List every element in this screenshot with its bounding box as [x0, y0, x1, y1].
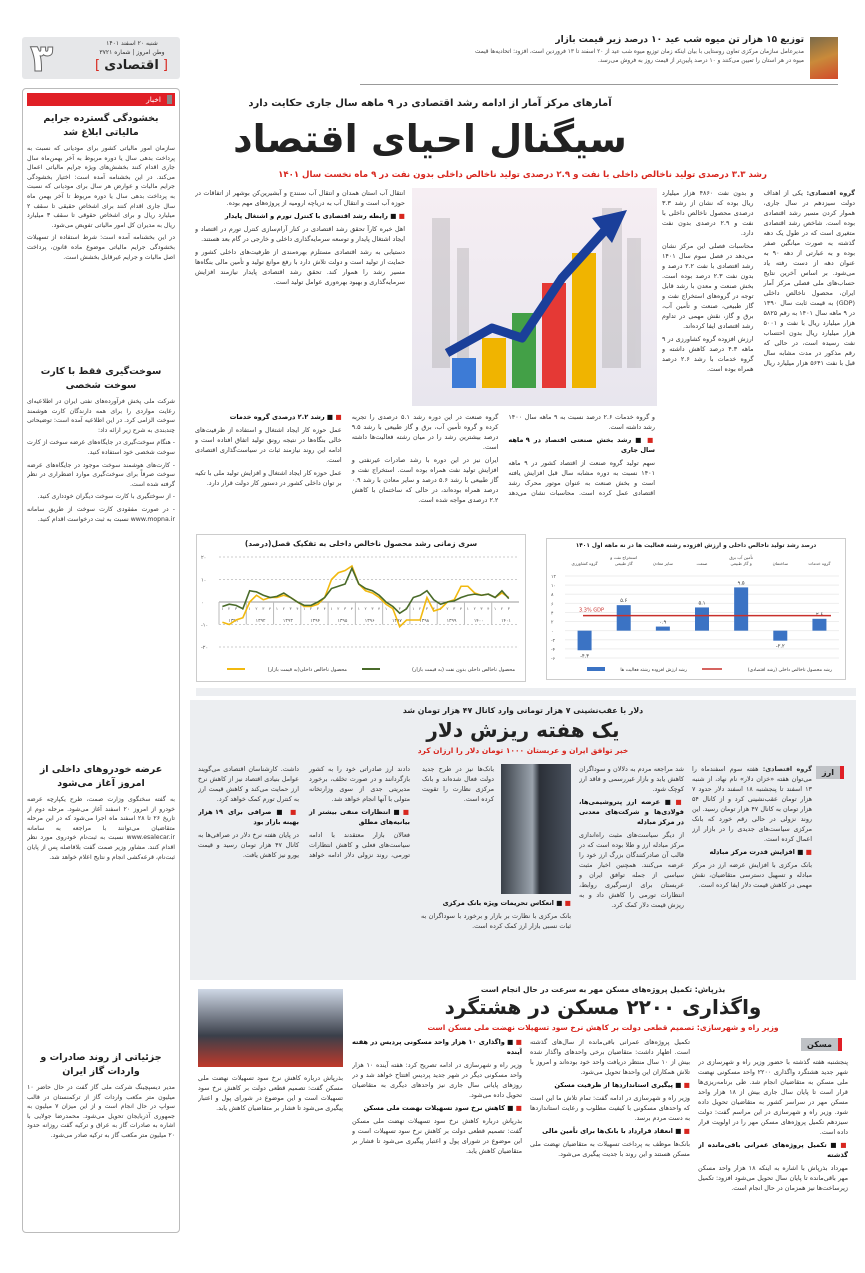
bar	[578, 631, 592, 651]
news-paragraph: - هنگام سوخت‌گیری در جایگاه‌های عرضه سوخت از کارت سوخت شخصی خود استفاده کنید.	[27, 439, 175, 456]
year-label: ۱۴۰۰	[473, 619, 484, 624]
gdp-label: 3.3% GDP	[579, 607, 605, 614]
news-item-body	[27, 795, 175, 1045]
housing-text-1: پنجشنبه هفته گذشته با حضور وزیر راه و شهرسازی در شهر جدید هشتگرد واگذاری ۲۲۰۰ واحد مسکونی نهضت ملی مسکن به متقاضیان انجام شد. طی برنامه‌ریزی‌ها قرار است تا پایان سال جاری بیش از ۱۸ هزار واحد مسکن مهر در سراسر کشور به متقاضیان تحویل داده شود. وزیر راه و شهرسازی در این مراسم گفت: دولت سیزدهم تکمیل پروژه‌های مسکن مهر را در اولویت قرار داده است. ■ ■ تکمیل پروژه‌های عمرانی باقی‌مانده از گذشته مهرداد بذرپاش با اشاره به اینکه ۱۸ هزار واحد مسکن مهر باقی‌مانده تا پایان سال تحویل می‌شود افزود: تکمیل زیرساخت‌ها نیز همزمان در حال انجام است.	[698, 1037, 848, 1232]
legend-swatch	[587, 667, 605, 671]
legend-label: محصول ناخالص داخلی(به قیمت بازار)	[267, 667, 347, 673]
y-tick-label: ۱۰	[201, 577, 207, 584]
quarter-label: ۳	[371, 605, 374, 611]
teaser-title: توزیع ۱۵ هزار تن میوه شب عید ۱۰ درصد زیر قیمت بازار	[555, 35, 804, 45]
quarter-label: ۱	[330, 605, 333, 611]
main-subtitle: رشد ۳.۳ درصدی تولید ناخالص داخلی با نفت و ۲.۹ درصدی تولید ناخالص داخلی بدون نفت در ۹ ماه نخست سال ۱۴۰۱	[278, 170, 767, 180]
quarter-label: ۴	[378, 605, 381, 611]
dollar-subtitle: خبر توافق ایران و عربستان ۱۰۰۰ تومان دلار را ارزان کرد	[417, 746, 629, 755]
main-kicker: آمارهای مرکز آمار از ادامه رشد اقتصادی در ۹ ماهه سال جاری حکایت دارد	[248, 98, 612, 109]
bar-value-label: -۲.۲	[775, 643, 785, 650]
quarter-label: ۱	[357, 605, 360, 611]
news-paragraph: شرکت ملی پخش فرآورده‌های نفتی ایران در اطلاعیه‌ای رعایت مواردی را برای همه دارندگان کارت هوشمند سوخت الزامی کرد. در این اطلاعیه آمده است: توضیحاتی چندبندی به شرح زیر ارائه داد:	[27, 398, 175, 434]
category-label: سایر معادن	[652, 561, 673, 566]
sector-growth-bar-chart	[546, 538, 846, 680]
news-item-body	[27, 1083, 175, 1273]
y-tick-label: ۸	[551, 593, 554, 599]
main-text-right: گروه اقتصادی: یکی از اهداف دولت سیزدهم در سال جاری، هموار کردن مسیر رشد اقتصادی بوده است. شاخص رشد اقتصادی متغیری است که در طول یک دهه گذشته به صورت میانگین صفر بوده و به عبارتی از دهه ۹۰ به عنوان دهه از دست رفته یاد می‌شود. بر اساس آخرین نتایج حساب‌های ملی فصلی مرکز آمار ایران، محصول ناخالص داخلی (GDP) به قیمت ثابت سال ۱۳۹۰ در ۹ ماهه سال ۱۴۰۱ به رقم ۵۸۲۵ هزار میلیارد ریال با نفت و ۵۰۰۱ هزار میلیارد ریال بدون احتساب نفت رسیده است، در حالی که رقم مذکور در مدت مشابه سال قبل با نفت ۵۶۴۱ هزار میلیارد ریال و بدون نفت ۴۸۶۰ هزار میلیارد ریال بوده که نشان از رشد ۳.۳ درصدی محصول ناخالص داخلی با نفت و ۲.۹ درصدی بدون نفت دارد. محاسبات فصلی این مرکز نشان می‌دهد در فصل سوم سال ۱۴۰۱ رشد اقتصادی با نفت ۲.۲ درصد و بدون نفت ۲.۳ درصد بوده است. بخش صنعت و معدن با رشد قابل توجه در گروه‌های استخراج نفت و گاز طبیعی، صنعت و تأمین آب، برق و گاز، نقش مهمی در تداوم رشد اقتصادی ایفا کرده‌اند. ارزش افزوده گروه کشاورزی در ۹ ماهه ۴.۳ درصد کاهش داشته و گروه خدمات با رشد ۲.۶ درصد همراه بوده است.	[662, 189, 855, 373]
quarter-label: ۴	[405, 605, 408, 611]
housing-headline[interactable]: واگذاری ۲۲۰۰ مسکن در هشتگرد	[444, 995, 762, 1019]
bar	[617, 605, 631, 631]
quarter-label: ۱	[494, 605, 497, 611]
category-label: ساختمان	[772, 561, 788, 566]
legend-label: محصول ناخالص داخلی بدون نفت (به قیمت بازار)	[411, 667, 515, 673]
line-chart-title: سری زمانی رشد محصول ناخالص داخلی به تفکیک فصل(درصد)	[244, 539, 478, 548]
page-number: ۳	[30, 36, 54, 80]
dollar-text-3: ■ ■ انعکاس تحریمات ویژه بانک مرکزی بانک مرکزی با نظارت بر بازار و برخورد با سوداگران به ثبات نسبی بازار ارز کمک کرده است.	[421, 898, 571, 976]
year-label: ۱۳۹۳	[282, 619, 293, 624]
y-tick-label: ۶	[551, 602, 554, 608]
news-paragraph: - در صورت مفقودی کارت سوخت از طریق سامانه www.mopna.ir نسبت به ثبت درخواست اقدام کنید.	[27, 505, 175, 523]
housing-text-4: بذرپاش درباره کاهش نرخ سود تسهیلات نهضت ملی مسکن گفت: تصمیم قطعی دولت بر کاهش نرخ سود تسهیلات است و این موضوع در شورای پول و اعتبار پیگیری می‌شود تا فشار بر متقاضیان کاهش یابد.	[198, 1074, 343, 1112]
housing-kicker: بذرپاش: تکمیل پروژه‌های مسکن مهر به سرعت در حال انجام است	[480, 985, 726, 994]
quarter-label: ۳	[316, 605, 319, 611]
quarter-label: ۲	[364, 605, 367, 611]
news-item-body	[27, 397, 175, 757]
quarter-label: ۱	[275, 605, 279, 611]
news-paragraph: - کارت‌های هوشمند سوخت موجود در جایگاه‌های عرضه سوخت صرفاً برای سوخت‌گیری موارد اضطراری در نظر گرفته شده است.	[27, 461, 175, 488]
bar-value-label: ۵.۱	[698, 600, 706, 607]
issue-date: شنبه ۲۰ اسفند ۱۴۰۱	[106, 40, 158, 47]
quarter-label: ۳	[425, 605, 429, 611]
quarter-label: ۲	[228, 605, 231, 611]
housing-article	[190, 985, 856, 1235]
news-item-body	[27, 144, 175, 359]
year-label: ۱۳۹۹	[446, 619, 457, 624]
quarter-label: ۲	[473, 605, 476, 611]
dollar-text-1: گروه اقتصادی: هفته سوم اسفندماه را می‌توان هفته «خزان دلار» نام نهاد، از شنبه ۱۳ اسفند تا پنجشنبه ۱۸ اسفند دلار حدود ۷ هزار تومان عقب‌نشینی کرد و از کانال ۵۴ هزار تومان به کانال ۴۷ هزار تومان رسید. این روند نزولی در حالی رقم خورد که بانک مرکزی سیاست‌های جدیدی را در بازار ارز اعمال کرده است. ■ ■ افزایش قدرت مرکز مبادله بانک مرکزی با افزایش عرضه ارز در مرکز مبادله و تسهیل دسترسی متقاضیان، نقش مهمی در کاهش قیمت دلار ایفا کرده است.	[692, 764, 812, 976]
main-text-row2: و گروه خدمات ۲.۶ درصد نسبت به ۹ ماهه سال ۱۴۰۰ رشد داشته است. ■ ■ رشد بخش صنعتی اقتصاد در ۹ ماهه سال جاری سهم تولید گروه صنعت از اقتصاد کشور در ۹ ماهه ۱۴۰۱ نسبت به دوره مشابه سال قبل افزایش یافته است و بخش صنعت به عنوان موتور محرک رشد اقتصادی عمل کرده است. محاسبات نشان می‌دهد گروه صنعت در این دوره رشد ۵.۱ درصدی را تجربه کرده و گروه تأمین آب، برق و گاز طبیعی با رشد ۹.۵ درصد بیشترین رشد را در میان رشته فعالیت‌ها داشته است. ایران نیز در این دوره با رشد صادرات غیرنفتی و افزایش تولید نفت همراه بوده است. استخراج نفت و گاز طبیعی با رشد ۵.۶ درصد و سایر معادن با رشد ۰.۹ درصد همراه بوده‌اند، در حالی که ساختمان با کاهش ۲.۲ درصدی مواجه شده است. ■ ■ رشد ۲.۲ درصدی گروه خدمات عمل حوزه کار ایجاد اشتغال و استفاده از ظرفیت‌های خالی بنگاه‌ها در نتیجه رونق تولید اتفاق افتاده است و ادامه این روند نیازمند ثبات در سیاست‌گذاری اقتصادی است. عمل حوزه کار ایجاد اشتغال و افزایش تولید ملی با تکیه بر توان داخلی کشور در دستور کار دولت قرار دارد.	[195, 412, 655, 528]
news-item-title[interactable]: سوخت‌گیری فقط با کارت سوخت شخصی	[40, 366, 162, 391]
quarter-label: ۲	[337, 605, 340, 611]
section-name: [ اقتصادی ]	[95, 58, 168, 73]
y-tick-label: -۶	[551, 657, 556, 662]
dollar-kicker: دلار با عقب‌نشینی ۷ هزار تومانی وارد کانال ۴۷ هزار تومان شد	[402, 706, 644, 715]
quarter-label: ۳	[344, 605, 347, 611]
quarter-label: ۴	[432, 605, 435, 611]
bar-value-label: -۴.۳	[580, 653, 589, 660]
teaser-news[interactable]	[360, 35, 838, 85]
category-label: استخراج نفت و گاز طبیعی	[610, 555, 638, 566]
quarter-label: ۱	[303, 605, 306, 611]
y-tick-label: ۱۲	[551, 575, 556, 580]
quarter-label: ۱	[439, 605, 442, 611]
quarter-label: ۱	[466, 605, 469, 611]
news-sidebar	[22, 88, 180, 1233]
y-tick-label: -۲۰	[201, 645, 209, 651]
dollar-text-2: شد مراجعه مردم به دلالان و سوداگران کاهش یابد و بازار غیررسمی و فاقد ارز کوچک شود. ■ ■ عرضه ارز پتروشیمی‌ها، فولادی‌ها و شرکت‌های معدنی در مرکز مبادله از دیگر سیاست‌های مثبت راه‌اندازی مرکز مبادله ارز و طلا بوده است که در قالب آن صادرکنندگان بزرگ ارز خود را عرضه می‌کنند. همچنین اخبار مثبت سیاسی از جمله توافق ایران و عربستان برای ازسرگیری روابط، انتظارات تورمی را کاهش داد و به ریزش قیمت دلار کمک کرد.	[579, 764, 684, 976]
dollar-text-4: دادند ارز صادراتی خود را به کشور بازگردانند و در صورت تخلف، برخورد مدیریتی جدی از سوی وزارتخانه متولی با آنها انجام خواهد شد. ■ ■ انتظارات منفی بیشتر از بیانیه‌های مطلق فعالان بازار معتقدند با ادامه سیاست‌های فعلی و کاهش انتظارات تورمی، روند نزولی دلار ادامه خواهد داشت. کارشناسان اقتصادی می‌گویند عوامل بنیادی اقتصاد نیز از کاهش نرخ ارز حمایت می‌کند و کاهش قیمت ارز به کنترل تورم کمک خواهد کرد. ■ ■ صرافی برای ۱۹ هزار بهینه بازار بود در پایان هفته نرخ دلار در صرافی‌ها به کانال ۴۷ هزار تومان رسید و قیمت یورو نیز کاهش یافت.	[198, 764, 410, 976]
y-tick-label: ۰	[201, 600, 204, 606]
issue-number: وطن امروز | شماره ۳۷۲۱	[99, 49, 165, 56]
year-label: ۱۳۹۴	[310, 619, 321, 624]
economy-growth-illustration	[412, 188, 657, 406]
fruit-photo	[810, 37, 838, 79]
news-paragraph: سازمان امور مالیاتی کشور برای مودیانی که نسبت به پرداخت بدهی سال یا دوره مربوط به آخر بهمن‌ماه سال جاری اقدام کنند بخشش‌های ویژه جرایم مالیاتی اعمال می‌کند. در این بخشنامه آمده است: اختیار بخشودگی جرایم مالیات و عوارض هر سال برای مودیانی که نسبت به پرداخت بدهی سال یا دوره مربوط تا آخر بهمن ماه سال جاری اقدام کنند برای اشخاص حقیقی تا سقف ۲ میلیارد ریال و برای اشخاص حقوقی تا سقف ۳ میلیارد ریال به مدیران کل امور مالیاتی تفویض می‌شود.	[27, 145, 175, 229]
year-label: ۱۳۹۲	[255, 619, 266, 624]
masthead	[22, 37, 180, 79]
y-tick-label: ۰	[551, 629, 554, 635]
quarter-label: ۴	[296, 605, 299, 611]
divider	[196, 688, 856, 696]
bar	[695, 607, 709, 630]
news-paragraph: مدیر دیسپچینگ شرکت ملی گاز گفت در حال حاضر ۱۰ میلیون متر مکعب واردات گاز از ترکمنستان در قالب سواپ در حال انجام است و از این میزان ۷ میلیون به جمهوری آذربایجان تحویل می‌شود. محمدرضا جولایی با اشاره به صادرات گاز به عراق و ترکیه گفت روزانه حدود ۲۰ میلیون متر مکعب گاز به ترکیه صادر می‌شود.	[27, 1084, 175, 1139]
quarter-label: ۳	[289, 605, 292, 611]
year-label: ۱۳۹۱	[228, 619, 239, 624]
quarter-label: ۳	[262, 605, 265, 611]
legend-label: رشد محصول ناخالص داخلی (رشد اقتصادی)	[747, 668, 832, 673]
news-item-title[interactable]: عرضه خودروهای داخلی از امروز آغاز می‌شود	[39, 764, 163, 789]
news-header: اخبار	[27, 93, 175, 106]
gdp-quarterly-line-chart	[196, 534, 526, 682]
bar	[773, 631, 787, 641]
y-tick-label: -۴	[551, 647, 556, 653]
quarter-label: ۴	[323, 605, 326, 611]
quarter-label: ۲	[282, 605, 285, 611]
dollar-text-3b: بانک‌ها نیز در طرح جدید دولت فعال شده‌اند و بانک مرکزی نظارت را تقویت کرده است.	[422, 765, 494, 803]
quarter-label: ۲	[446, 605, 449, 611]
teaser-body: مدیرعامل سازمان مرکزی تعاون روستایی با بیان اینکه زمان توزیع میوه شب عید از ۲۰ اسفند تا ۱۳ فروردین است، افزود: اتحادیه‌ها قیمت میوه در هر استان را تعیین می‌کنند و ۱۰ درصد پایین‌تر از قیمت روز به فروش می‌رسد.	[475, 49, 804, 64]
quarter-label: ۴	[487, 605, 490, 611]
quarter-label: ۳	[234, 605, 238, 611]
quarter-label: ۱	[384, 605, 388, 611]
quarter-label: ۳	[453, 605, 456, 611]
y-tick-label: -۲	[551, 638, 556, 644]
year-label: ۱۴۰۱	[501, 619, 511, 624]
main-text-left: انتقال آب استان همدان و انتقال آب سنندج و آبشیرین‌کن بوشهر از اتفاقات در حوزه آب است و انتقال آب به دریاچه ارومیه از پروژه‌های مهم بوده. ■ ■ رابطه رشد اقتصادی با کنترل تورم و اشتغال پایدار اهل خبره کارآ تحقق رشد اقتصادی در کنار آرام‌سازی کنترل تورم در اقتصاد و ایجاد اشتغال پایدار و توسعه سرمایه‌گذاری داخلی و خارجی در گام بعد هستند. دستیابی به رشد اقتصادی مستلزم بهره‌مندی از ظرفیت‌های داخلی کشور و حمایت از تولید است و دولت تلاش دارد با رفع موانع تولید و تأمین مالی بنگاه‌ها مسیر رشد را هموار کند. تحقق رشد اقتصادی پایدار نیازمند افزایش سرمایه‌گذاری و بهبود بهره‌وری عوامل تولید است.	[195, 188, 405, 410]
year-label: ۱۳۹۵	[337, 619, 348, 624]
bar-value-label: ۰.۹	[659, 619, 667, 626]
quarter-label: ۲	[255, 605, 258, 611]
housing-text-2: تکمیل پروژه‌های عمرانی باقی‌مانده از سال‌های گذشته است. اظهار داشت: متقاضیان برخی واحدهای واگذار شده بیش از ۱۰ سال منتظر دریافت واحد خود بوده‌اند و امروز با تلاش همکاران این واحدها تحویل می‌شود. ■ ■ پیگیری استانداردها از ظرفیت مسکن وزیر راه و شهرسازی در ادامه گفت: تمام تلاش ما این است که واحدهای مسکونی با کیفیت مطلوب و رعایت استانداردها به دست مردم برسد. ■ ■ انعقاد قرارداد با بانک‌ها برای تأمین مالی بانک‌ها موظف به پرداخت تسهیلات به متقاضیان نهضت ملی مسکن هستند و این روند با جدیت پیگیری می‌شود.	[530, 1037, 690, 1232]
legend-label: رشد ارزش افزوده رشته فعالیت ها	[620, 668, 687, 673]
bar-value-label: ۹.۵	[737, 580, 745, 587]
year-label: ۱۳۹۷	[392, 619, 402, 624]
quarter-label: ۱	[248, 605, 251, 611]
category-label: گروه خدمات	[808, 561, 831, 566]
news-item-title[interactable]: جزئیاتی از روند صادرات و واردات گاز ایران	[40, 1052, 162, 1077]
quarter-label: ۲	[391, 605, 394, 611]
currency-exchange-photo	[501, 764, 571, 894]
minister-press-photo	[198, 989, 343, 1067]
section-tag-currency: ارز	[816, 766, 844, 779]
quarter-label: ۲	[500, 605, 504, 611]
quarter-label: ۳	[480, 605, 483, 611]
quarter-label: ۳	[398, 605, 401, 611]
bar	[812, 619, 826, 631]
dollar-article	[190, 700, 856, 980]
bar	[656, 627, 670, 631]
year-label: ۱۳۹۶	[364, 619, 375, 624]
y-tick-label: -۱۰	[201, 622, 209, 629]
main-headline[interactable]: سیگنال احیای اقتصاد	[233, 117, 627, 161]
news-item-title[interactable]: بخشودگی گسترده جرایم مالیاتی ابلاغ شد	[43, 113, 159, 138]
category-label: تأمین آب برق و گاز طبیعی	[729, 555, 753, 566]
news-paragraph: - از سوختگیری با کارت سوخت دیگران خودداری کنید.	[37, 493, 175, 501]
quarter-label: ۲	[309, 605, 313, 611]
category-label: صنعت	[696, 561, 708, 566]
dollar-headline[interactable]: یک هفته ریزش دلار	[426, 718, 620, 742]
bar	[734, 587, 748, 630]
y-tick-label: ۲	[551, 620, 554, 626]
news-paragraph: در این بخشنامه آمده است: شرط استفاده از تسهیلات بخشودگی جرایم مالیاتی موضوع ماده قانون، پرداخت اصل مالیات و جرایم غیرقابل بخشش است.	[27, 234, 175, 261]
bar-value-label: ۵.۶	[620, 598, 628, 605]
y-tick-label: ۴	[551, 611, 554, 617]
housing-subtitle: وزیر راه و شهرسازی: تصمیم قطعی دولت بر کاهش نرخ سود تسهیلات نهضت ملی مسکن است	[427, 1023, 779, 1032]
quarter-label: ۳	[507, 605, 510, 611]
quarter-label: ۱	[221, 605, 224, 611]
quarter-label: ۲	[419, 605, 422, 611]
bar-chart-title: درصد رشد تولید ناخالص داخلی و ارزش افزوده رشته فعالیت ها در نه ماهه اول ۱۴۰۱	[575, 543, 817, 549]
y-tick-label: ۱۰	[551, 584, 556, 590]
quarter-label: ۴	[241, 605, 244, 611]
quarter-label: ۴	[350, 605, 354, 611]
section-tag-housing: مسکن	[801, 1038, 842, 1051]
bar-value-label: ۲.۶	[815, 611, 823, 618]
quarter-label: ۱	[412, 605, 415, 611]
quarter-label: ۴	[269, 605, 272, 611]
housing-text-3: ■ ■ واگذاری ۱۰ هزار واحد مسکونی پردیس در هفته آینده وزیر راه و شهرسازی در ادامه تصریح کرد: هفته آینده ۱۰ هزار واحد مسکونی دیگر در شهر جدید پردیس افتتاح خواهد شد و در روزهای پایانی سال جاری نیز واحدهای دیگری به متقاضیان تحویل داده می‌شود. ■ ■ کاهش نرخ سود تسهیلات نهضت ملی مسکن بذرپاش درباره کاهش نرخ سود تسهیلات نهضت ملی مسکن گفت: تصمیم قطعی دولت بر کاهش نرخ سود تسهیلات است و این موضوع در شورای پول و اعتبار پیگیری می‌شود تا فشار بر متقاضیان کاهش یابد.	[352, 1037, 522, 1232]
year-label: ۱۳۹۸	[419, 619, 430, 624]
category-label: گروه کشاورزی	[571, 561, 598, 566]
quarter-label: ۴	[459, 605, 463, 611]
news-paragraph: به گفته سخنگوی وزارت صمت، طرح یکپارچه عرضه خودرو از امروز ۲۰ اسفند آغاز می‌شود. مرحله دوم از تاریخ ۲۶ تا ۲۸ اسفند ماه اجرا می‌شود که در این مرحله متقاضیان می‌توانند با مراجعه به سامانه www.esalecar.ir نسبت به ثبت‌نام خودروی مورد نظر اقدام کنند. مشاور وزیر صمت گفت بلافاصله پس از پایان ثبت‌نام، قرعه‌کشی انجام و نتایج اعلام خواهد شد.	[27, 796, 175, 861]
y-tick-label: ۲۰	[201, 555, 207, 561]
